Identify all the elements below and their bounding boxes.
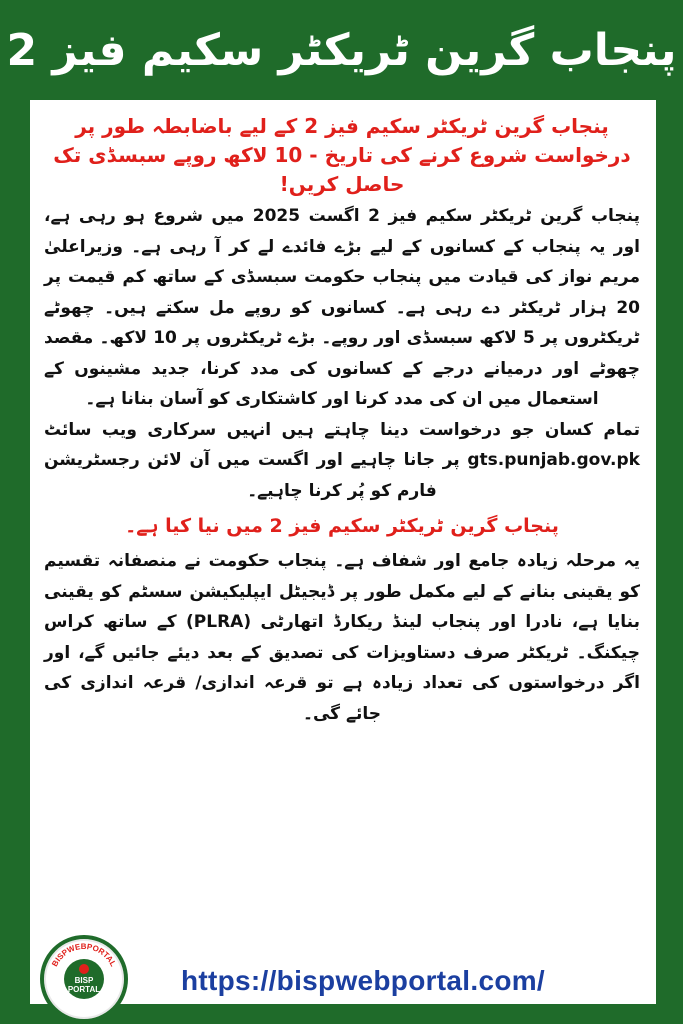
header-banner — [0, 0, 683, 100]
footer — [30, 958, 656, 1004]
paragraph-2-before: تمام کسان جو درخواست دینا چاہتے ہیں انہیں سرکاری ویب سائٹ — [44, 419, 640, 440]
website-link[interactable]: https://bispwebportal.com/ — [180, 965, 546, 996]
section-subheading: پنجاب گرین ٹریکٹر سکیم فیز 2 میں نیا کیا ہے۔ — [125, 515, 559, 537]
article-paragraph-3: یہ مرحلہ زیادہ جامع اور شفاف ہے۔ پنجاب حکومت نے منصفانہ تقسیم کو یقینی بنانے کے لیے مکمل طور پر ڈیجیٹل ایپلیکیشن سسٹم کو یقینی بنایا ہے، نادرا اور پنجاب لینڈ ریکارڈ اتھارٹی (PLRA) کے ساتھ کراس چیکنگ۔ ٹریکٹر صرف دستاویزات کی تصدیق کے بعد دیئے جائیں گے، اور اگر درخواستوں کی تعداد زیادہ ہے تو قرعہ اندازی/ قرعہ اندازی کی جائے گی۔ — [44, 551, 640, 724]
registration-site-link[interactable]: gts.punjab.gov.pk — [467, 450, 640, 470]
article-body — [44, 112, 640, 729]
logo-ring-text: BISPWEBPORTAL — [50, 941, 118, 969]
paragraph-2-after: پر جانا چاہیے اور اگست میں آن لائن رجسٹریشن فارم کو پُر کرنا چاہیے۔ — [44, 450, 460, 501]
page-title: پنجاب گرین ٹریکٹر سکیم فیز 2 — [6, 24, 677, 76]
article-paragraph-1: پنجاب گرین ٹریکٹر سکیم فیز 2 اگست 2025 میں شروع ہو رہی ہے، اور یہ پنجاب کے کسانوں کے لیے بڑے فائدے لے کر آ رہی ہے۔ وزیراعلیٰ مریم نواز کی قیادت میں پنجاب حکومت سبسڈی کے ساتھ کم قیمت پر 20 ہزار ٹریکٹر دے رہی ہے۔ کسانوں کو روپے مل سکتے ہیں۔ چھوٹے ٹریکٹروں پر 5 لاکھ سبسڈی اور روپے۔ بڑے ٹریکٹروں پر 10 لاکھ۔ مقصد چھوٹے اور درمیانے درجے کے کسانوں کی مدد کرنا، جدید مشینوں کے استعمال میں ان کی مدد کرنا اور کاشتکاری کو آسان بنانا ہے۔ — [44, 206, 640, 409]
article-paragraph-2 — [44, 415, 640, 507]
logo-center-text-2: PORTAL — [67, 985, 101, 994]
article-heading: پنجاب گرین ٹریکٹر سکیم فیز 2 کے لیے باضابطہ طور پر درخواست شروع کرنے کی تاریخ - 10 لاکھ روپے سبسڈی تک حاصل کریں! — [53, 114, 631, 196]
logo-center-text-1: BISP — [74, 976, 94, 985]
